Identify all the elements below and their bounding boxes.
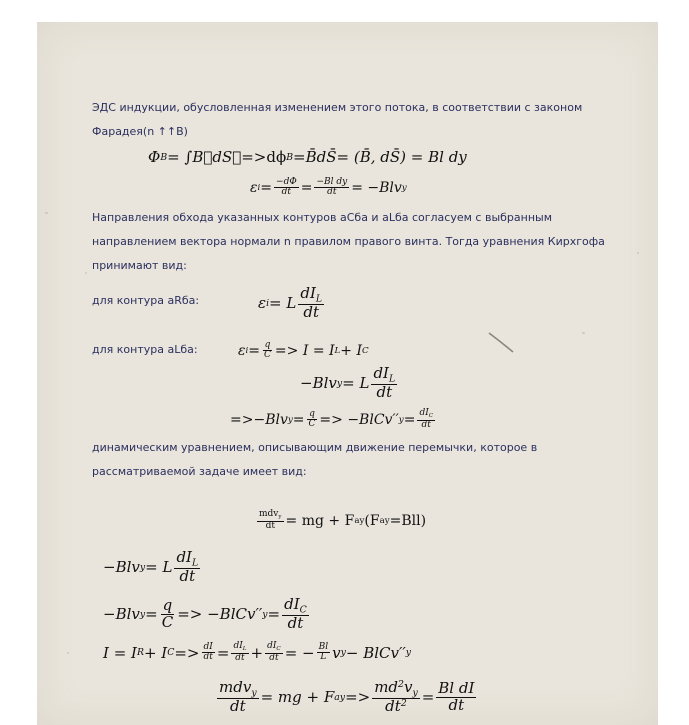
flux-formula: Φ B = ∫ B⃗ dS⃗ =>dϕ B = B̄dS̄ = (B̄, dS̄) = Bl dy bbox=[148, 148, 467, 166]
emf-formula: ε i = $\frac{-d\Phi}{dt}$ = $\frac{\text{−Bl dy}}{dt}$ = −Blv y bbox=[250, 177, 407, 198]
paragraph-text: Фарадея(n ↑↑B) bbox=[92, 125, 188, 138]
paragraph-text: рассматриваемой задаче имеет вид: bbox=[92, 465, 307, 478]
paper-mark bbox=[487, 330, 519, 356]
paragraph-text: динамическим уравнением, описывающим движение перемычки, которое в bbox=[92, 441, 538, 454]
paper-speck bbox=[637, 252, 639, 254]
contour2-formula: ε i = $\frac{q}{C}$ => I = I L + I C bbox=[238, 340, 369, 361]
paper-speck bbox=[45, 212, 48, 214]
equation-3: I = I R + I C => $\frac{dI}{dt}$ = $\frac{dI_L}{dt}$ + $\frac{dI_C}{dt}$ = − $\frac{Bl}{L}$ v y − BlCv′′ y bbox=[103, 641, 412, 663]
paragraph-text: принимают вид: bbox=[92, 259, 187, 272]
paper-speck bbox=[582, 332, 585, 334]
contour2-formula-3: =>−Blv y = $\frac{q}{C}$ => −BlCv′′ y = $\frac{dI_C}{dt}$ bbox=[230, 408, 434, 430]
equation-4: $\frac{mdv_y}{dt}$ = mg + F ay => $\frac{md^2v_y}{dt^2}$ = $\frac{\text{Bl dI}}{dt}$ bbox=[219, 678, 475, 716]
equation-2: −Blv y = $\frac{q}{C}$ => −BlCv′′ y = $\frac{dI_C}{dt}$ bbox=[103, 595, 307, 632]
paper-speck bbox=[85, 272, 87, 274]
dynamics-formula: $\frac{mdv_y}{dt}$ = mg + F ay (F ay =Bll) bbox=[259, 509, 427, 531]
contour2-formula-2: −Blv y = L $\frac{dI_L}{dt}$ bbox=[300, 364, 396, 401]
paragraph-text: Направления обхода указанных контуров aCбa и aLбa согласуем с выбранным bbox=[92, 211, 553, 224]
paper-speck bbox=[67, 652, 69, 654]
paragraph-text: направлением вектора нормали n правилом правого винта. Тогда уравнения Кирхгофа bbox=[92, 235, 605, 248]
equation-1: −Blv y = L $\frac{dI_L}{dt}$ bbox=[103, 548, 199, 585]
contour-label: для контура aLбa: bbox=[92, 343, 198, 356]
paragraph-text: ЭДС индукции, обусловленная изменением этого потока, в соответствии с законом bbox=[92, 101, 583, 114]
contour-label: для контура aRбa: bbox=[92, 294, 200, 307]
contour1-formula: ε i = L $\frac{dI_L}{dt}$ bbox=[258, 284, 323, 321]
